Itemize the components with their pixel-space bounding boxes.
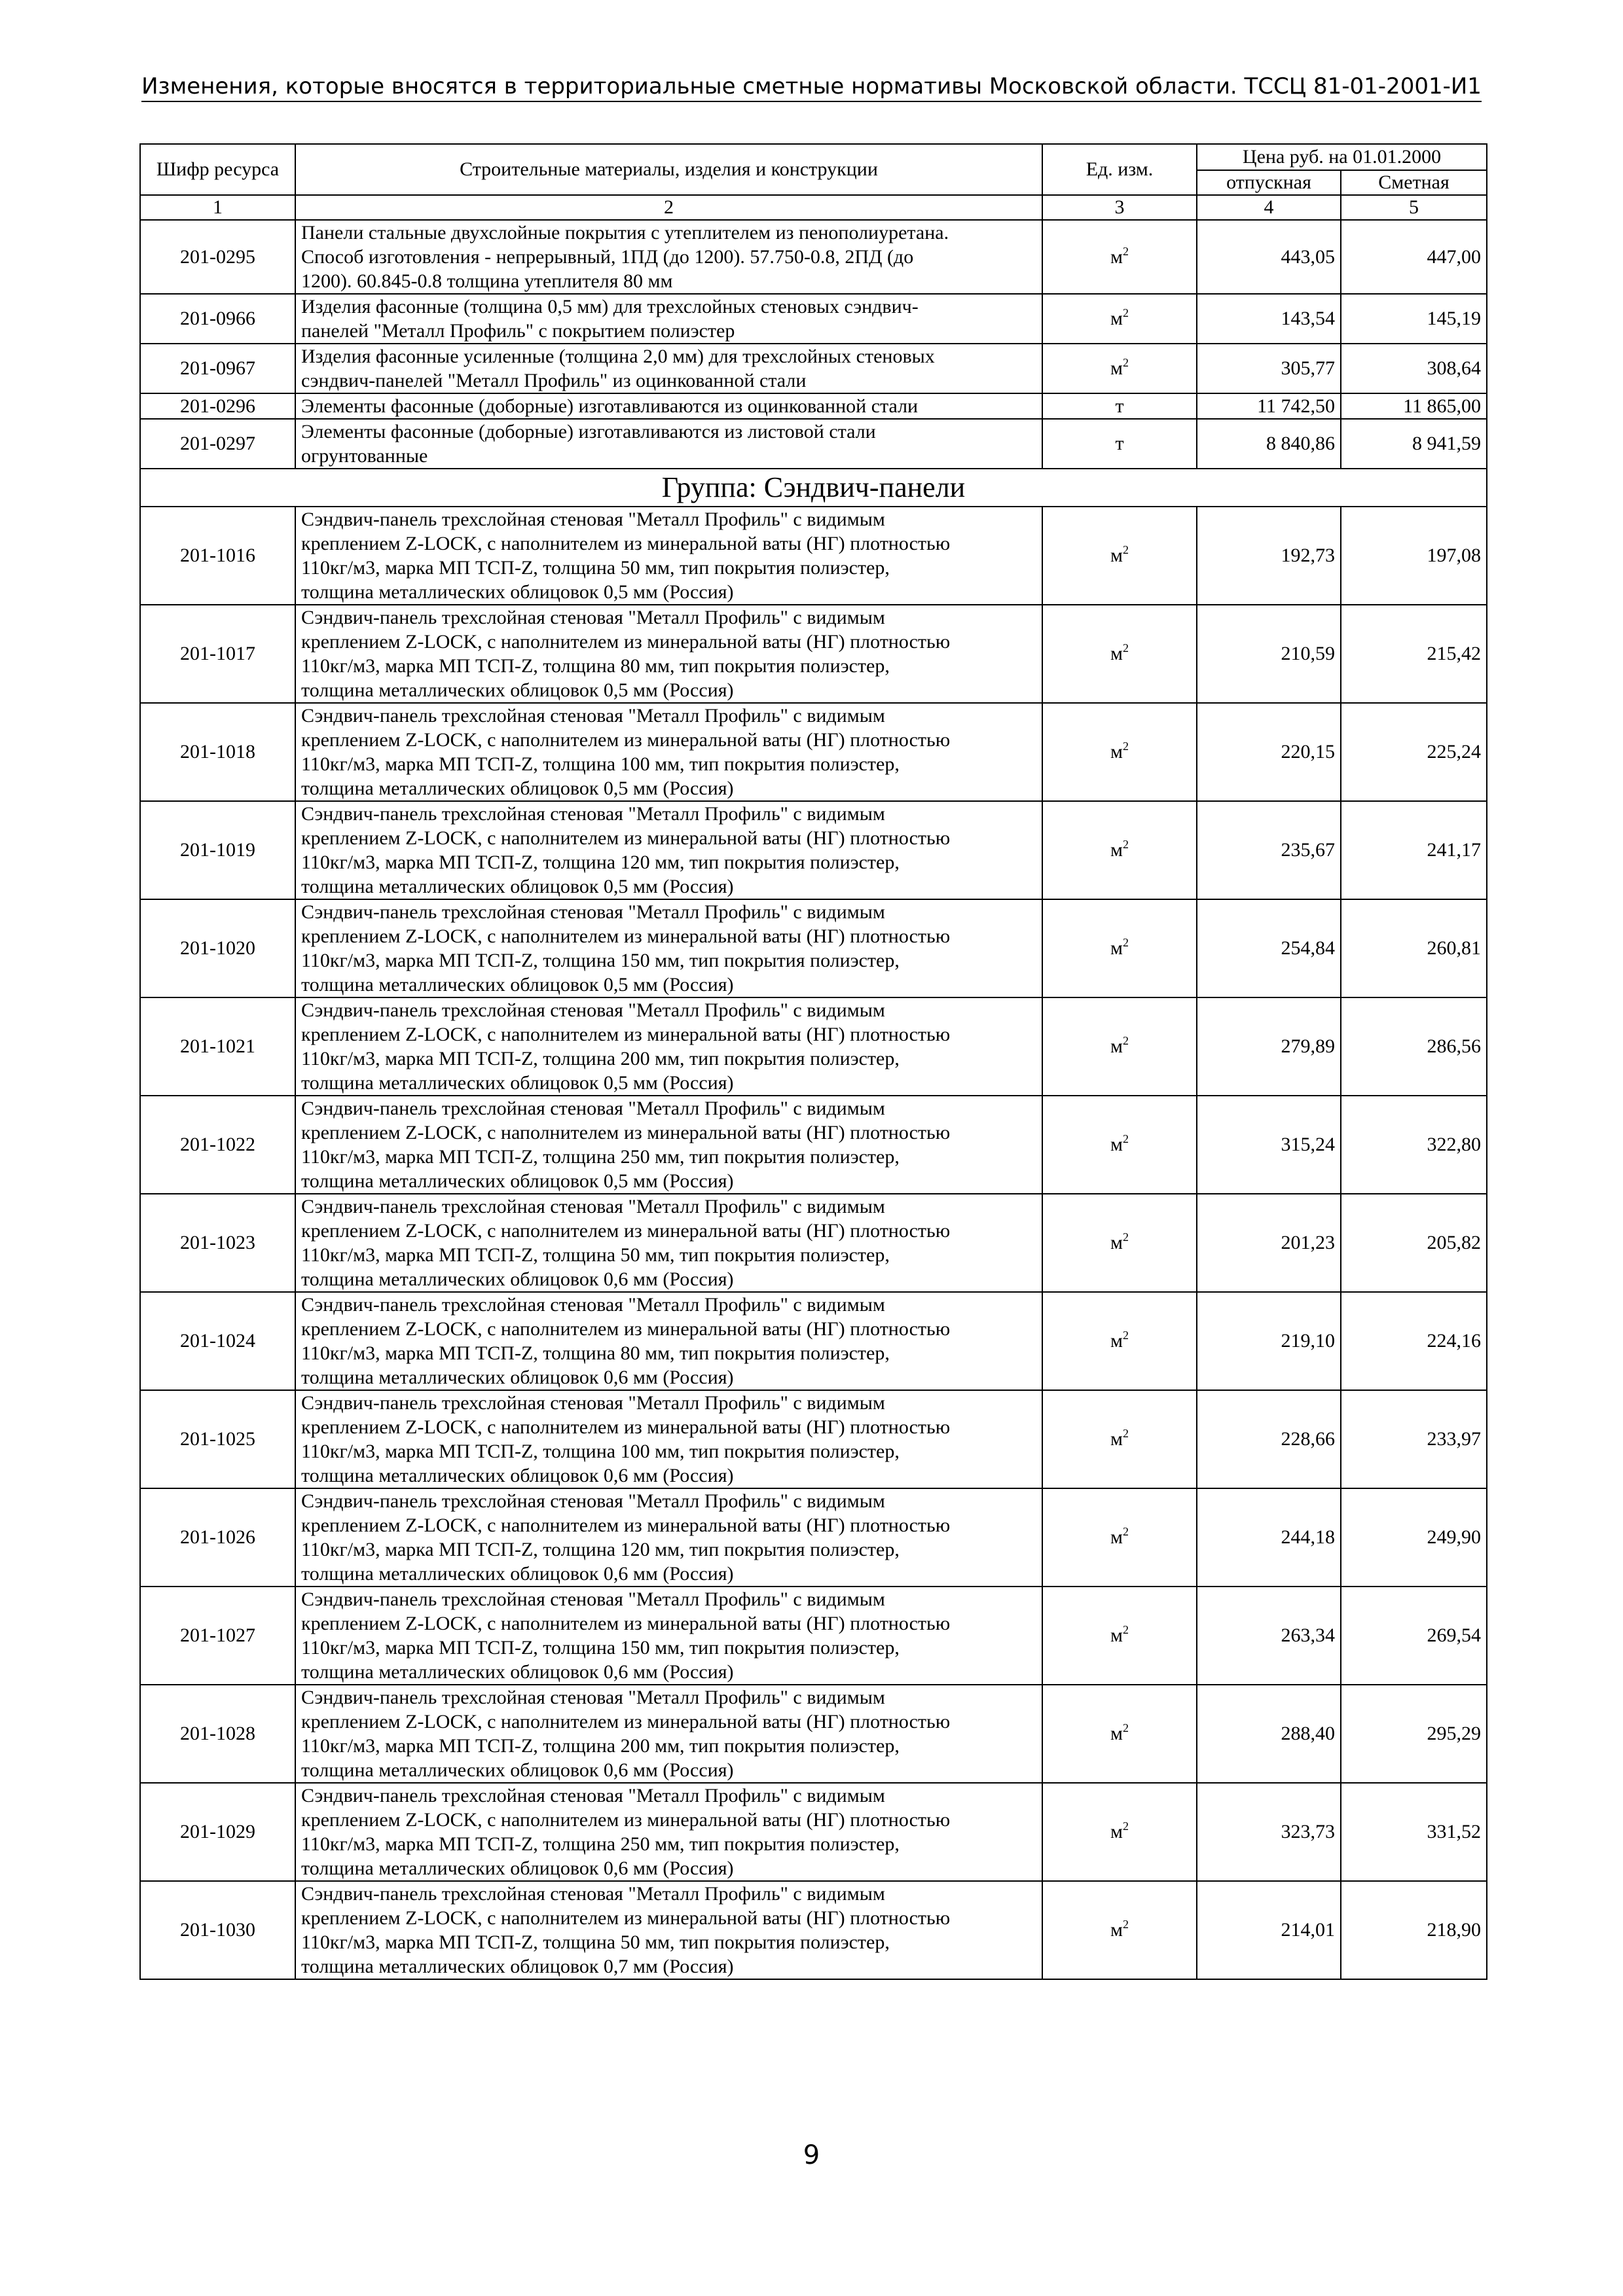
description-line: Сэндвич-панель трехслойная стеновая "Металл Профиль" с видимым [301,509,885,530]
header-code: Шифр ресурса [140,144,295,195]
unit-cell [1042,507,1197,605]
resource-code: 201-0296 [140,393,295,419]
column-index: 3 [1042,195,1197,220]
description-line: 110кг/м3, марка МП ТСП-Z, толщина 150 мм, тип покрытия полиэстер, [301,950,900,971]
price-estimate: 11 865,00 [1341,393,1487,419]
column-index-row [140,195,1487,220]
price-estimate: 447,00 [1341,220,1487,294]
table-row [140,1194,1487,1292]
price-release: 315,24 [1197,1096,1341,1194]
description-line: Способ изготовления - непрерывный, 1ПД (до 1200). 57.750-0.8, 2ПД (до [301,246,914,268]
unit: м [1110,1526,1123,1548]
material-description [295,344,1042,393]
table-row [140,1292,1487,1390]
material-description [295,1096,1042,1194]
table-row [140,220,1487,294]
description-line: Сэндвич-панель трехслойная стеновая "Металл Профиль" с видимым [301,901,885,923]
price-release: 192,73 [1197,507,1341,605]
price-release: 305,77 [1197,344,1341,393]
price-estimate: 215,42 [1341,605,1487,703]
description-line: креплением Z-LOCK, с наполнителем из минеральной ваты (НГ) плотностью [301,533,951,554]
table-row [140,1685,1487,1783]
description-line: Панели стальные двухслойные покрытия с утеплителем из пенополиуретана. [301,222,949,243]
description-line: 110кг/м3, марка МП ТСП-Z, толщина 120 мм, тип покрытия полиэстер, [301,852,900,873]
resource-code: 201-1017 [140,605,295,703]
price-estimate: 197,08 [1341,507,1487,605]
resource-code: 201-1028 [140,1685,295,1783]
resource-code: 201-1030 [140,1881,295,1979]
description-line: Сэндвич-панель трехслойная стеновая "Металл Профиль" с видимым [301,1588,885,1610]
table-row [140,294,1487,344]
unit: м [1110,937,1123,959]
price-release: 11 742,50 [1197,393,1341,419]
price-release: 220,15 [1197,703,1341,801]
description-line: панелей "Металл Профиль" с покрытием полиэстер [301,320,735,342]
table-row [140,507,1487,605]
material-description [295,1390,1042,1488]
table-row [140,1587,1487,1685]
description-line: толщина металлических облицовок 0,5 мм (Россия) [301,974,734,996]
resource-code: 201-1029 [140,1783,295,1881]
price-estimate: 224,16 [1341,1292,1487,1390]
description-line: 110кг/м3, марка МП ТСП-Z, толщина 50 мм, тип покрытия полиэстер, [301,1244,890,1266]
description-line: креплением Z-LOCK, с наполнителем из минеральной ваты (НГ) плотностью [301,631,951,653]
resource-code: 201-0295 [140,220,295,294]
description-line: толщина металлических облицовок 0,6 мм (Россия) [301,1465,734,1486]
price-estimate: 269,54 [1341,1587,1487,1685]
description-line: толщина металлических облицовок 0,5 мм (Россия) [301,1170,734,1192]
description-line: креплением Z-LOCK, с наполнителем из минеральной ваты (НГ) плотностью [301,1711,951,1732]
description-line: толщина металлических облицовок 0,6 мм (Россия) [301,1563,734,1585]
description-line: 110кг/м3, марка МП ТСП-Z, толщина 100 мм, тип покрытия полиэстер, [301,753,900,775]
unit: м [1110,545,1123,566]
material-description [295,997,1042,1096]
price-estimate: 225,24 [1341,703,1487,801]
description-line: 110кг/м3, марка МП ТСП-Z, толщина 150 мм, тип покрытия полиэстер, [301,1637,900,1659]
resource-code: 201-1019 [140,801,295,899]
price-estimate: 295,29 [1341,1685,1487,1783]
resource-code: 201-0297 [140,419,295,469]
description-line: креплением Z-LOCK, с наполнителем из минеральной ваты (НГ) плотностью [301,1809,951,1831]
price-estimate: 249,90 [1341,1488,1487,1587]
material-description [295,899,1042,997]
price-release: 143,54 [1197,294,1341,344]
material-description [295,393,1042,419]
unit: т [1115,433,1124,454]
material-description [295,703,1042,801]
description-line: толщина металлических облицовок 0,5 мм (Россия) [301,1072,734,1094]
description-line: 110кг/м3, марка МП ТСП-Z, толщина 120 мм, тип покрытия полиэстер, [301,1539,900,1560]
resource-code: 201-1023 [140,1194,295,1292]
description-line: Сэндвич-панель трехслойная стеновая "Металл Профиль" с видимым [301,999,885,1021]
column-index: 2 [295,195,1042,220]
description-line: Изделия фасонные усиленные (толщина 2,0 мм) для трехслойных стеновых [301,346,935,367]
resource-code: 201-1020 [140,899,295,997]
unit-cell [1042,1488,1197,1587]
price-release: 244,18 [1197,1488,1341,1587]
header-title: Изменения, которые вносятся в территориальные сметные нормативы Московской области. ТССЦ 81-01-2001-И1 [141,73,1482,102]
unit-exponent: 2 [1122,1034,1129,1047]
price-estimate: 241,17 [1341,801,1487,899]
description-line: 110кг/м3, марка МП ТСП-Z, толщина 80 мм, тип покрытия полиэстер, [301,1342,890,1364]
unit-exponent: 2 [1122,641,1129,655]
description-line: 110кг/м3, марка МП ТСП-Z, толщина 100 мм, тип покрытия полиэстер, [301,1441,900,1462]
price-release: 263,34 [1197,1587,1341,1685]
description-line: Элементы фасонные (доборные) изготавливаются из листовой стали [301,421,876,442]
description-line: креплением Z-LOCK, с наполнителем из минеральной ваты (НГ) плотностью [301,1122,951,1143]
unit: м [1110,839,1123,861]
description-line: толщина металлических облицовок 0,6 мм (Россия) [301,1857,734,1879]
price-release: 254,84 [1197,899,1341,997]
table-row [140,1390,1487,1488]
table-row [140,1096,1487,1194]
table-row [140,1783,1487,1881]
unit-cell [1042,1194,1197,1292]
material-description [295,1194,1042,1292]
resource-code: 201-1024 [140,1292,295,1390]
description-line: креплением Z-LOCK, с наполнителем из минеральной ваты (НГ) плотностью [301,729,951,751]
price-estimate: 308,64 [1341,344,1487,393]
unit: м [1110,308,1123,329]
description-line: 110кг/м3, марка МП ТСП-Z, толщина 250 мм, тип покрытия полиэстер, [301,1833,900,1855]
unit-exponent: 2 [1122,1721,1129,1734]
material-description [295,605,1042,703]
resource-code: 201-1022 [140,1096,295,1194]
unit-cell [1042,605,1197,703]
description-line: толщина металлических облицовок 0,7 мм (Россия) [301,1956,734,1977]
material-description [295,1881,1042,1979]
material-description [295,220,1042,294]
table-header-row [140,144,1487,170]
unit: м [1110,1232,1123,1253]
price-estimate: 233,97 [1341,1390,1487,1488]
unit-cell [1042,419,1197,469]
table-row [140,703,1487,801]
unit: м [1110,1821,1123,1842]
price-estimate: 260,81 [1341,899,1487,997]
price-table-body [140,144,1487,1979]
material-description [295,294,1042,344]
unit-exponent: 2 [1122,306,1129,319]
resource-code: 201-1018 [140,703,295,801]
description-line: 110кг/м3, марка МП ТСП-Z, толщина 50 мм, тип покрытия полиэстер, [301,557,890,579]
table-row [140,801,1487,899]
price-release: 443,05 [1197,220,1341,294]
price-release: 219,10 [1197,1292,1341,1390]
material-description [295,1783,1042,1881]
description-line: 110кг/м3, марка МП ТСП-Z, толщина 200 мм, тип покрытия полиэстер, [301,1048,900,1069]
description-line: креплением Z-LOCK, с наполнителем из минеральной ваты (НГ) плотностью [301,925,951,947]
material-description [295,1685,1042,1783]
price-estimate: 8 941,59 [1341,419,1487,469]
table-row [140,1881,1487,1979]
unit: м [1110,1919,1123,1941]
group-title: Группа: Сэндвич-панели [140,469,1487,507]
material-description [295,507,1042,605]
description-line: Сэндвич-панель трехслойная стеновая "Металл Профиль" с видимым [301,803,885,825]
unit-exponent: 2 [1122,838,1129,851]
price-estimate: 322,80 [1341,1096,1487,1194]
resource-code: 201-0966 [140,294,295,344]
description-line: Сэндвич-панель трехслойная стеновая "Металл Профиль" с видимым [301,607,885,628]
description-line: толщина металлических облицовок 0,6 мм (Россия) [301,1367,734,1388]
unit-cell [1042,1881,1197,1979]
unit-exponent: 2 [1122,740,1129,753]
unit-exponent: 2 [1122,1820,1129,1833]
description-line: толщина металлических облицовок 0,6 мм (Россия) [301,1268,734,1290]
price-estimate: 205,82 [1341,1194,1487,1292]
resource-code: 201-1021 [140,997,295,1096]
price-release: 288,40 [1197,1685,1341,1783]
description-line: Сэндвич-панель трехслойная стеновая "Металл Профиль" с видимым [301,1392,885,1414]
table-row [140,344,1487,393]
unit-cell [1042,801,1197,899]
description-line: креплением Z-LOCK, с наполнителем из минеральной ваты (НГ) плотностью [301,1416,951,1438]
unit-exponent: 2 [1122,936,1129,949]
unit-exponent: 2 [1122,356,1129,369]
price-release: 235,67 [1197,801,1341,899]
unit-exponent: 2 [1122,244,1129,258]
unit-cell [1042,220,1197,294]
page-number: 9 [803,2140,820,2170]
description-line: креплением Z-LOCK, с наполнителем из минеральной ваты (НГ) плотностью [301,827,951,849]
unit: м [1110,1035,1123,1057]
unit: м [1110,1134,1123,1155]
unit: м [1110,1624,1123,1646]
unit-exponent: 2 [1122,1230,1129,1244]
description-line: толщина металлических облицовок 0,5 мм (Россия) [301,581,734,603]
header-price-group: Цена руб. на 01.01.2000 [1197,144,1487,170]
unit-exponent: 2 [1122,1329,1129,1342]
description-line: толщина металлических облицовок 0,5 мм (Россия) [301,778,734,799]
table-row [140,393,1487,419]
table-row [140,605,1487,703]
material-description [295,1587,1042,1685]
description-line: 1200). 60.845-0.8 толщина утеплителя 80 мм [301,270,673,292]
unit: м [1110,1723,1123,1744]
price-estimate: 286,56 [1341,997,1487,1096]
description-line: Сэндвич-панель трехслойная стеновая "Металл Профиль" с видимым [301,1490,885,1512]
unit-exponent: 2 [1122,543,1129,556]
description-line: толщина металлических облицовок 0,6 мм (Россия) [301,1759,734,1781]
price-release: 210,59 [1197,605,1341,703]
column-index: 4 [1197,195,1341,220]
resource-code: 201-0967 [140,344,295,393]
price-table [139,143,1487,1980]
material-description [295,1488,1042,1587]
unit-cell [1042,1292,1197,1390]
header-price-estimate: Сметная [1341,170,1487,195]
resource-code: 201-1025 [140,1390,295,1488]
unit-cell [1042,703,1197,801]
description-line: креплением Z-LOCK, с наполнителем из минеральной ваты (НГ) плотностью [301,1907,951,1929]
header-unit: Ед. изм. [1042,144,1197,195]
description-line: креплением Z-LOCK, с наполнителем из минеральной ваты (НГ) плотностью [301,1613,951,1634]
unit-cell [1042,1390,1197,1488]
unit-cell [1042,997,1197,1096]
table-row [140,1488,1487,1587]
price-estimate: 331,52 [1341,1783,1487,1881]
resource-code: 201-1026 [140,1488,295,1587]
description-line: Сэндвич-панель трехслойная стеновая "Металл Профиль" с видимым [301,705,885,726]
description-line: сэндвич-панелей "Металл Профиль" из оцинкованной стали [301,370,807,391]
unit: т [1115,395,1124,417]
unit: м [1110,245,1123,268]
description-line: креплением Z-LOCK, с наполнителем из минеральной ваты (НГ) плотностью [301,1515,951,1536]
unit-cell [1042,1685,1197,1783]
description-line: толщина металлических облицовок 0,5 мм (Россия) [301,679,734,701]
column-index: 1 [140,195,295,220]
description-line: Сэндвич-панель трехслойная стеновая "Металл Профиль" с видимым [301,1294,885,1316]
unit-cell [1042,294,1197,344]
resource-code: 201-1027 [140,1587,295,1685]
unit-cell [1042,393,1197,419]
description-line: 110кг/м3, марка МП ТСП-Z, толщина 200 мм, тип покрытия полиэстер, [301,1735,900,1757]
price-estimate: 218,90 [1341,1881,1487,1979]
description-line: толщина металлических облицовок 0,5 мм (Россия) [301,876,734,897]
price-release: 228,66 [1197,1390,1341,1488]
table-row [140,899,1487,997]
unit: м [1110,1330,1123,1352]
description-line: толщина металлических облицовок 0,6 мм (Россия) [301,1661,734,1683]
description-line: креплением Z-LOCK, с наполнителем из минеральной ваты (НГ) плотностью [301,1024,951,1045]
unit-cell [1042,899,1197,997]
price-release: 279,89 [1197,997,1341,1096]
description-line: Элементы фасонные (доборные) изготавливаются из оцинкованной стали [301,395,919,417]
unit: м [1110,741,1123,762]
column-index: 5 [1341,195,1487,220]
unit-exponent: 2 [1122,1427,1129,1440]
description-line: креплением Z-LOCK, с наполнителем из минеральной ваты (НГ) плотностью [301,1220,951,1242]
unit: м [1110,643,1123,664]
table-row [140,997,1487,1096]
unit-exponent: 2 [1122,1918,1129,1931]
price-release: 201,23 [1197,1194,1341,1292]
unit-exponent: 2 [1122,1525,1129,1538]
header-name: Строительные материалы, изделия и конструкции [295,144,1042,195]
description-line: креплением Z-LOCK, с наполнителем из минеральной ваты (НГ) плотностью [301,1318,951,1340]
group-row [140,469,1487,507]
description-line: огрунтованные [301,445,428,467]
description-line: 110кг/м3, марка МП ТСП-Z, толщина 80 мм, тип покрытия полиэстер, [301,655,890,677]
unit-cell [1042,1096,1197,1194]
unit-cell [1042,1783,1197,1881]
description-line: Сэндвич-панель трехслойная стеновая "Металл Профиль" с видимым [301,1196,885,1217]
material-description [295,1292,1042,1390]
description-line: 110кг/м3, марка МП ТСП-Z, толщина 50 мм, тип покрытия полиэстер, [301,1931,890,1953]
description-line: Изделия фасонные (толщина 0,5 мм) для трехслойных стеновых сэндвич- [301,296,919,317]
description-line: 110кг/м3, марка МП ТСП-Z, толщина 250 мм, тип покрытия полиэстер, [301,1146,900,1168]
description-line: Сэндвич-панель трехслойная стеновая "Металл Профиль" с видимым [301,1785,885,1806]
header-price-release: отпускная [1197,170,1341,195]
description-line: Сэндвич-панель трехслойная стеновая "Металл Профиль" с видимым [301,1883,885,1905]
material-description [295,419,1042,469]
resource-code: 201-1016 [140,507,295,605]
unit-exponent: 2 [1122,1132,1129,1145]
unit: м [1110,1428,1123,1450]
unit-cell [1042,1587,1197,1685]
description-line: Сэндвич-панель трехслойная стеновая "Металл Профиль" с видимым [301,1687,885,1708]
unit-exponent: 2 [1122,1623,1129,1636]
price-release: 214,01 [1197,1881,1341,1979]
unit: м [1110,357,1123,379]
price-estimate: 145,19 [1341,294,1487,344]
document-header [0,73,1623,99]
table-row [140,419,1487,469]
price-release: 8 840,86 [1197,419,1341,469]
material-description [295,801,1042,899]
description-line: Сэндвич-панель трехслойная стеновая "Металл Профиль" с видимым [301,1098,885,1119]
price-release: 323,73 [1197,1783,1341,1881]
unit-cell [1042,344,1197,393]
